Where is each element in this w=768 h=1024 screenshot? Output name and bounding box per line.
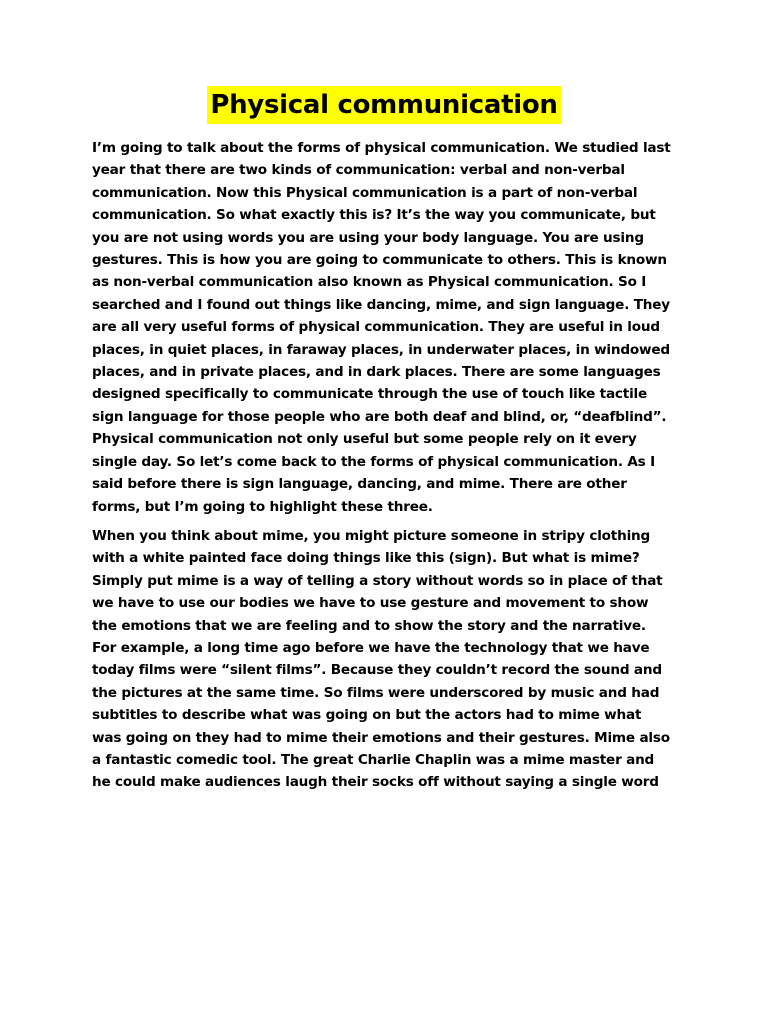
paragraph-mime: When you think about mime, you might picture someone in stripy clothing with a white painted face doing things like this (sign). But what is mime? Simply put mime is a way of telling a story without words so in place of that we have to use our bodies we have to use gesture and movement to show the emotions that we are feeling and to show the story and the narrative. For example, a long time ago before we have the technology that we have today films were “silent films”. Because they couldn’t record the sound and the pictures at the same time. So films were underscored by music and had subtitles to describe what was going on but the actors had to mime what was going on they had to mime their emotions and their gestures. Mime also a fantastic comedic tool. The great Charlie Chaplin was a mime master and he could make audiences laugh their socks off without saying a single word [92, 527, 670, 791]
title-container [0, 86, 768, 124]
page-title: Physical communication [207, 86, 560, 124]
document-body [92, 137, 674, 794]
paragraph-intro: I’m going to talk about the forms of physical communication. We studied last year that there are two kinds of communication: verbal and non-verbal communication. Now this Physical communication is a part of non-verbal communication. So what exactly this is? It’s the way you communicate, but you are not using words you are using your body language. You are using gestures. This is how you are going to communicate to others. This is known as non-verbal communication also known as Physical communication. So I searched and I found out things like dancing, mime, and sign language. They are all very useful forms of physical communication. They are useful in loud places, in quiet places, in faraway places, in underwater places, in windowed places, and in private places, and in dark places. There are some languages designed specifically to communicate through the use of touch like tactile sign language for those people who are both deaf and blind, or, “deafblind”. Physical communication not only useful but some people rely on it every single day. So let’s come back to the forms of physical communication. As I said before there is sign language, dancing, and mime. There are other forms, but I’m going to highlight these three. [92, 140, 671, 515]
